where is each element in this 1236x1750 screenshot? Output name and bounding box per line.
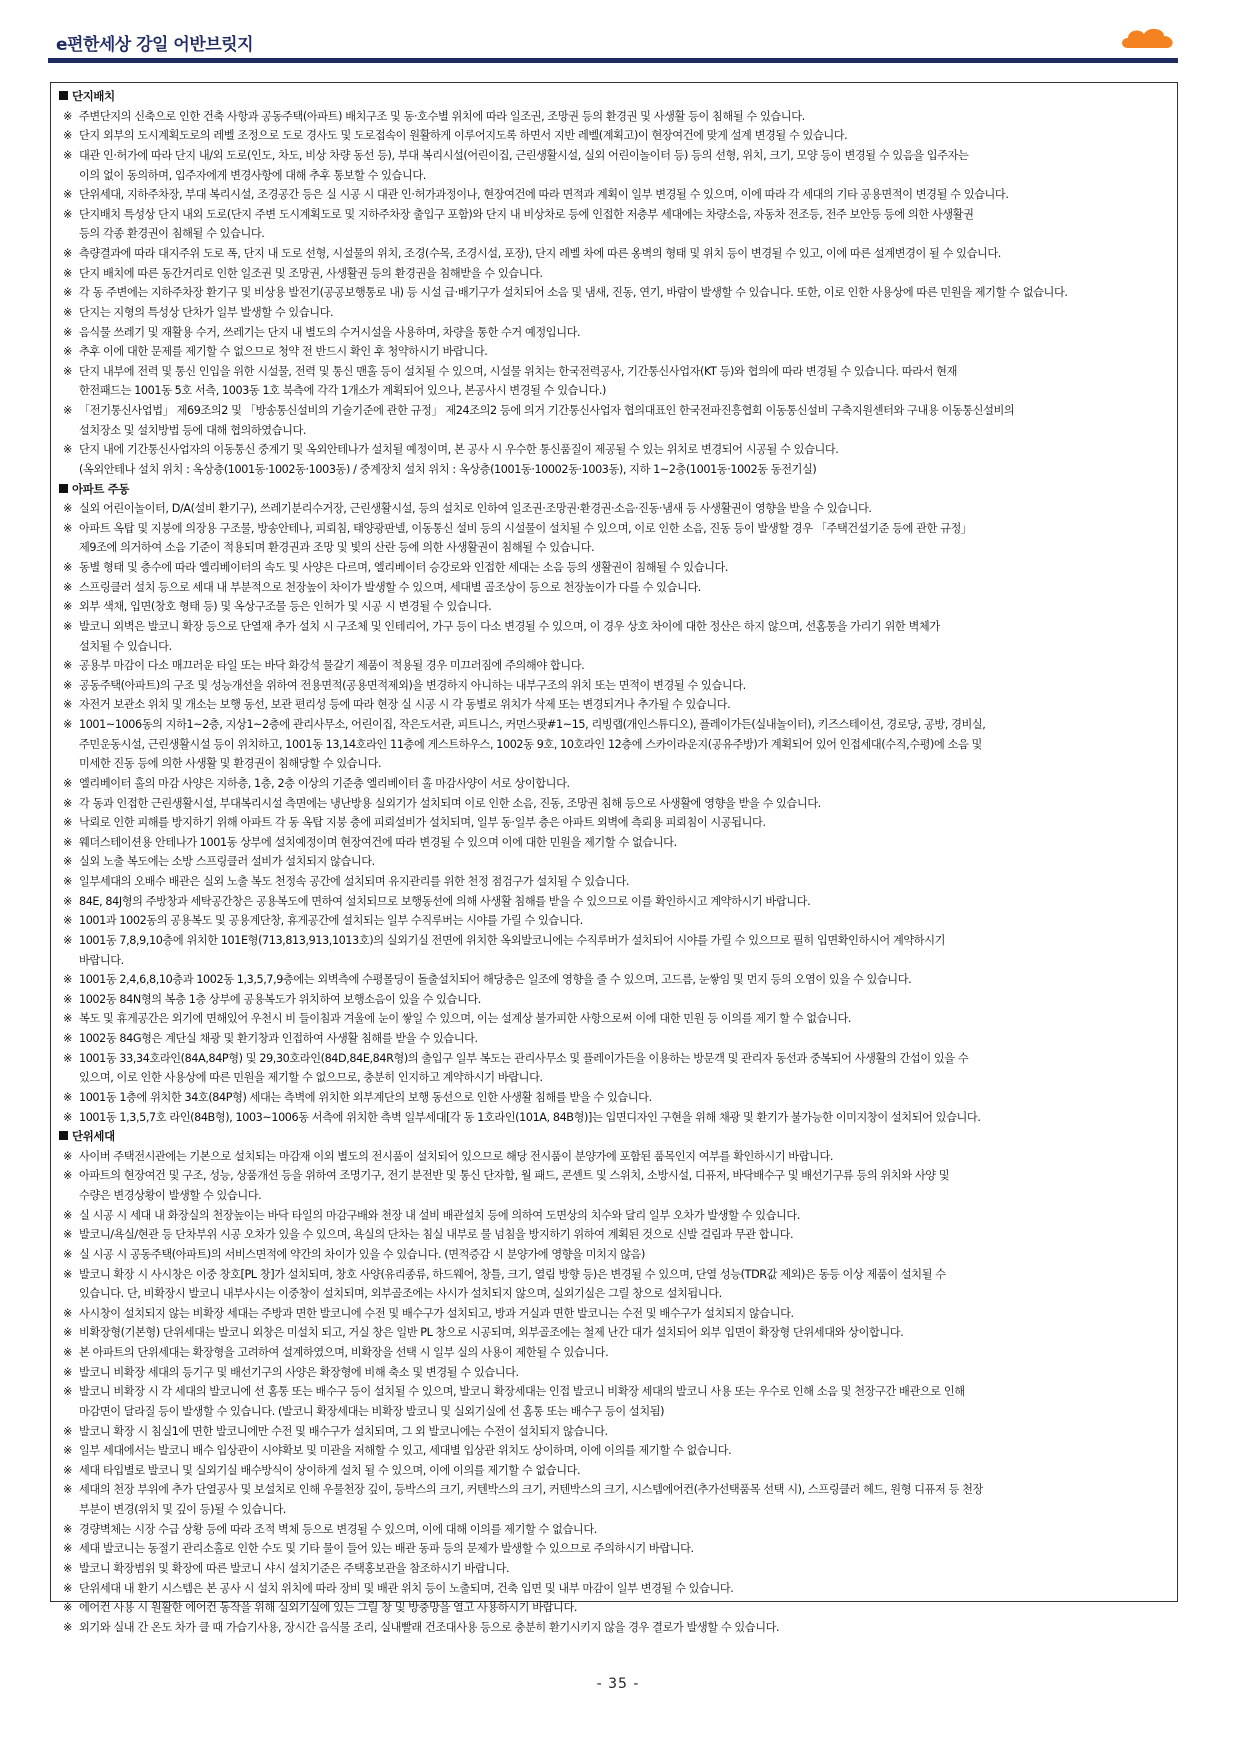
reference-mark: ※ (63, 776, 72, 790)
notice-line: 1001과 1002동의 공용복도 및 공용계단창, 휴게공간에 설치되는 일부 수직루버는 시야를 가릴 수 있습니다. (79, 914, 583, 928)
notice-item (59, 440, 1171, 479)
reference-mark: ※ (63, 1169, 72, 1183)
notice-line: 1001~1006동의 지하1~2층, 지상1~2층에 관리사무소, 어린이집, 작은도서관, 피트니스, 커먼스팟#1~15, 리빙랩(개인스튜디오), 플레이가든(실내놀이터), 키즈스테이션, 경로당, 공방, 경비실, (79, 718, 986, 731)
notice-item (59, 146, 1171, 185)
notice-line: 세대 타입별로 발코니 및 실외기실 배수방식이 상이하게 설치 될 수 있으며, 이에 이의를 제기할 수 없습니다. (79, 1463, 581, 1477)
notice-item (59, 892, 1171, 912)
notice-line: 설치장소 및 설치방법 등에 대해 협의하였습니다. (79, 423, 307, 437)
notice-line: 단지는 지형의 특성상 단차가 일부 발생할 수 있습니다. (79, 305, 334, 319)
reference-mark: ※ (63, 1561, 72, 1575)
reference-mark: ※ (63, 1542, 72, 1556)
notice-item (59, 715, 1171, 774)
notice-line: 설치될 수 있습니다. (79, 639, 172, 653)
notice-line: 실외 노출 복도에는 소방 스프링클러 설비가 설치되지 않습니다. (79, 855, 375, 869)
notice-line: 단지 내부에 전력 및 통신 인입을 위한 시설물, 전력 및 통신 맨홀 등이 설치될 수 있으며, 시설물 위치는 한국전력공사, 기간통신사업자(KT 등)와 협의에 따라 변경될 수 있습니다. 따라서 현재 (79, 364, 957, 378)
notice-line: 실외 어린이놀이터, D/A(설비 환기구), 쓰레기분리수거장, 근린생활시설, 등의 설치로 인하여 일조권·조망권·환경권·소음·진동·냄새 등 사생활권이 영향을 받을 수 있습니다. (79, 502, 872, 516)
section-title: 아파트 주동 (72, 481, 130, 496)
notice-line: 사시창이 설치되지 않는 비확장 세대는 주방과 면한 발코니에 수전 및 배수구가 설치되고, 방과 거실과 면한 발코니는 수전 및 배수구가 설치되지 않습니다. (79, 1306, 794, 1320)
notice-item (59, 519, 1171, 558)
notice-line: 발코니 비확장 시 각 세대의 발코니에 선 홈통 또는 배수구 등이 설치될 수 있으며, 발코니 확장세대는 인접 발코니 비확장 세대의 발코니 사용 또는 우수로 인해 소음 및 천장구간 배관으로 인해 (79, 1385, 965, 1399)
notice-item (59, 107, 1171, 127)
notice-item (59, 362, 1171, 401)
notice-item (59, 244, 1171, 264)
notice-item (59, 990, 1171, 1010)
reference-mark: ※ (63, 1522, 72, 1536)
reference-mark: ※ (63, 1149, 72, 1163)
notice-item (59, 1343, 1171, 1363)
reference-mark: ※ (63, 600, 72, 614)
notice-line: 「전기통신사업법」 제69조의2 및 「방송통신설비의 기술기준에 관한 규정」 제24조의2 등에 의거 기간통신사업자 협의대표인 한국전파진흥협회 이동통신설비 구축지원센터와 구내용 이동통신설비의 (79, 404, 1015, 417)
notice-line: 이의 없이 동의하며, 입주자에게 변경사항에 대해 추후 통보할 수 있습니다. (79, 168, 426, 182)
notice-item (59, 1461, 1171, 1481)
notice-item (59, 1088, 1171, 1108)
notice-line: 음식물 쓰레기 및 재활용 수거, 쓰레기는 단지 내 별도의 수거시설을 사용하며, 차량을 통한 수거 예정입니다. (79, 325, 581, 339)
reference-mark: ※ (63, 1110, 72, 1124)
page-number: - 35 - (596, 1676, 640, 1692)
header-rule (48, 58, 1178, 63)
square-bullet-icon (59, 1131, 68, 1140)
reference-mark: ※ (63, 1365, 72, 1379)
reference-mark: ※ (63, 1581, 72, 1595)
notice-box (50, 82, 1178, 1634)
notice-item (59, 1206, 1171, 1226)
notice-item (59, 1539, 1171, 1559)
notice-item (59, 1480, 1171, 1519)
notice-line: 단지 내에 기간통신사업자의 이동통신 중계기 및 옥외안테나가 설치될 예정이며, 본 공사 시 우수한 통신품질이 제공될 수 있는 위치로 변경되어 시공될 수 있습니다. (79, 443, 839, 457)
section-heading (59, 1127, 1171, 1147)
reference-mark: ※ (63, 992, 72, 1006)
reference-mark: ※ (63, 619, 72, 633)
notice-item (59, 205, 1171, 244)
reference-mark: ※ (63, 1090, 72, 1104)
notice-item (59, 578, 1171, 598)
notice-item (59, 283, 1171, 303)
reference-mark: ※ (63, 1601, 72, 1615)
notice-content (59, 87, 1171, 1637)
notice-line: 일부 세대에서는 발코니 배수 입상관이 시야확보 및 미관을 저해할 수 있고, 세대별 입상관 위치도 상이하며, 이에 이의를 제기할 수 없습니다. (79, 1444, 732, 1458)
reference-mark: ※ (63, 1424, 72, 1438)
reference-mark: ※ (63, 1267, 72, 1281)
notice-line: 측량결과에 따라 대지주위 도로 폭, 단지 내 도로 선형, 시설물의 위치, 조경(수목, 조경시설, 포장), 단지 레벨 차에 따른 옹벽의 형태 및 위치 등이 변경될 수 있고, 이에 따른 설계변경이 될 수 있습니다. (79, 247, 1001, 260)
notice-item (59, 597, 1171, 617)
notice-line: 1001동 1층에 위치한 34호(84P형) 세대는 측벽에 위치한 외부계단의 보행 동선으로 인한 사생활 침해를 받을 수 있습니다. (79, 1090, 652, 1104)
notice-line: 주변단지의 신축으로 인한 건축 사항과 공동주택(아파트) 배치구조 및 동·호수별 위치에 따라 일조권, 조망권 등의 환경권 및 사생활 등이 침해될 수 있습니다. (79, 109, 805, 123)
notice-line: 1002동 84G형은 계단실 채광 및 환기창과 인접하여 사생활 침해를 받을 수 있습니다. (79, 1032, 478, 1045)
notice-line: 공용부 마감이 다소 매끄러운 타일 또는 바닥 화강석 물갈기 제품이 적용될 경우 미끄러짐에 주의해야 합니다. (79, 659, 585, 673)
notice-item (59, 1598, 1171, 1618)
notice-line: 엘리베이터 홀의 마감 사양은 지하층, 1층, 2층 이상의 기준층 엘리베이터 홀 마감사양이 서로 상이합니다. (79, 776, 570, 790)
notice-item (59, 342, 1171, 362)
reference-mark: ※ (63, 207, 72, 221)
reference-mark: ※ (63, 1620, 72, 1634)
notice-line: 자전거 보관소 위치 및 개소는 보행 동선, 보관 편리성 등에 따라 현장 실 시공 시 각 동별로 위치가 삭제 또는 변경되거나 추가될 수 있습니다. (79, 698, 731, 712)
notice-item (59, 872, 1171, 892)
notice-item (59, 1108, 1171, 1128)
notice-line: 발코니/욕실/현관 등 단차부위 시공 오차가 있을 수 있으며, 욕실의 단차는 침실 내부로 물 넘침을 방지하기 위하여 계획된 것으로 신발 걸림과 무관 합니다. (79, 1228, 794, 1242)
reference-mark: ※ (63, 1208, 72, 1222)
notice-line: 1001동 1,3,5,7호 라인(84B형), 1003~1006동 서측에 위치한 측벽 일부세대[각 동 1호라인(101A, 84B형)]는 입면디자인 구현을 위해 채광 및 환기가 불가능한 이미지창이 설치되어 있습니다. (79, 1110, 981, 1124)
notice-item (59, 1520, 1171, 1540)
notice-line: 84E, 84J형의 주방창과 세탁공간창은 공용복도에 면하여 설치되므로 보행동선에 의해 사생활 침해를 받을 수 있으므로 이를 확인하시고 계약하시기 바랍니다. (79, 894, 811, 908)
reference-mark: ※ (63, 129, 72, 143)
notice-item (59, 774, 1171, 794)
reference-mark: ※ (63, 659, 72, 673)
notice-item (59, 1166, 1171, 1205)
reference-mark: ※ (63, 698, 72, 712)
reference-mark: ※ (63, 1346, 72, 1359)
notice-item (59, 401, 1171, 440)
notice-line: 아파트의 현장여건 및 구조, 성능, 상품개선 등을 위하여 조명기구, 전기 분전반 및 통신 단자함, 월 패드, 콘센트 및 스위치, 소방시설, 디퓨저, 바닥배수구 및 배선기구류 등의 위치와 사양 및 (79, 1169, 950, 1183)
reference-mark: ※ (63, 188, 72, 202)
notice-item (59, 1265, 1171, 1304)
notice-item (59, 1382, 1171, 1421)
reference-mark: ※ (63, 1032, 72, 1045)
section-title: 단위세대 (72, 1129, 115, 1144)
notice-item (59, 695, 1171, 715)
square-bullet-icon (59, 484, 68, 493)
reference-mark: ※ (63, 1444, 72, 1458)
notice-line: 세대 발코니는 동절기 관리소홀로 인한 수도 및 기타 물이 들어 있는 배관 동파 등의 문제가 발생할 수 있으므로 주의하시기 바랍니다. (79, 1542, 694, 1556)
notice-line: 단지 외부의 도시계획도로의 레벨 조정으로 도로 경사도 및 도로접속이 원활하게 이루어지도록 하면서 지반 레벨(계획고)이 현장여건에 맞게 설계 변경될 수 있습니다. (79, 129, 848, 143)
notice-item (59, 1323, 1171, 1343)
notice-item (59, 1147, 1171, 1167)
reference-mark: ※ (63, 1228, 72, 1242)
notice-line: 발코니 확장 시 침실1에 면한 발코니에만 수전 및 배수구가 설치되며, 그 외 발코니에는 수전이 설치되지 않습니다. (79, 1424, 608, 1438)
reference-mark: ※ (63, 875, 72, 888)
reference-mark: ※ (63, 521, 72, 535)
notice-line: 있으며, 이로 인한 사용상에 따른 민원을 제기할 수 없으므로, 충분히 인지하고 계약하시기 바랍니다. (79, 1071, 543, 1085)
reference-mark: ※ (63, 973, 72, 987)
notice-item (59, 1245, 1171, 1265)
reference-mark: ※ (63, 345, 72, 359)
brand-cloud-logo (1118, 22, 1178, 56)
notice-item (59, 1009, 1171, 1029)
reference-mark: ※ (63, 1306, 72, 1320)
reference-mark: ※ (63, 914, 72, 928)
notice-line: 대관 인·허가에 따라 단지 내/외 도로(인도, 차도, 비상 차량 동선 등), 부대 복리시설(어린이집, 근린생활시설, 실외 어린이놀이터 등) 등의 선형, 위치, 크기, 모양 등이 변경될 수 있음을 입주자는 (79, 148, 969, 162)
notice-item (59, 656, 1171, 676)
notice-item (59, 558, 1171, 578)
reference-mark: ※ (63, 561, 72, 574)
reference-mark: ※ (63, 835, 72, 849)
notice-line: 1001동 33,34호라인(84A,84P형) 및 29,30호라인(84D,84E,84R형)의 출입구 일부 복도는 관리사무소 및 플레이가든을 이용하는 방문객 및 관리자 동선과 중복되어 사생활의 간섭이 있을 수 (79, 1051, 969, 1065)
notice-line: 비확장형(기본형) 단위세대는 발코니 외창은 미설치 되고, 거실 창은 일반 PL 창으로 시공되며, 외부골조에는 철제 난간 대가 설치되어 외부 입면이 확장형 단위세대와 상이합니다. (79, 1326, 904, 1340)
reference-mark: ※ (63, 266, 72, 280)
section-title: 단지배치 (72, 89, 115, 103)
reference-mark: ※ (63, 1483, 72, 1497)
notice-item (59, 1049, 1171, 1088)
notice-item (59, 931, 1171, 970)
notice-line: 마감면이 달라질 등이 발생할 수 있습니다. (발코니 확장세대는 비확장 발코니 및 실외기실에 선 홈통 또는 배수구 등이 설치됨) (79, 1404, 665, 1418)
notice-line: 1002동 84N형의 복층 1층 상부에 공용복도가 위치하여 보행소음이 있을 수 있습니다. (79, 992, 481, 1006)
notice-line: 추후 이에 대한 문제를 제기할 수 없으므로 청약 전 반드시 확인 후 청약하시기 바랍니다. (79, 345, 488, 359)
reference-mark: ※ (63, 305, 72, 319)
notice-item (59, 126, 1171, 146)
notice-line: 등의 각종 환경권이 침해될 수 있습니다. (79, 227, 265, 241)
notice-line: 동별 형태 및 층수에 따라 엘리베이터의 속도 및 사양은 다르며, 엘리베이터 승강로와 인접한 세대는 소음 등의 생활권이 침해될 수 있습니다. (79, 561, 729, 574)
reference-mark: ※ (63, 1463, 72, 1477)
notice-line: 스프링클러 설치 등으로 세대 내 부분적으로 천장높이 차이가 발생할 수 있으며, 세대별 골조상이 등으로 천장높이가 다를 수 있습니다. (79, 580, 701, 594)
notice-item (59, 303, 1171, 323)
notice-line: 있습니다. 단, 비확장시 발코니 내부사시는 이중창이 설치되며, 외부골조에는 사시가 설치되지 않으며, 실외기실은 그릴 창으로 설치됩니다. (79, 1287, 722, 1301)
notice-line: 세대의 천장 부위에 추가 단열공사 및 보설치로 인해 우물천장 깊이, 등박스의 크기, 커텐박스의 크기, 커텐박스의 크기, 시스템에어컨(추가선택품목 선택 시), 스프링클러 헤드, 원형 디퓨저 등 천장 (79, 1483, 983, 1497)
notice-item (59, 1422, 1171, 1442)
notice-line: 한전패드는 1001동 5호 서측, 1003동 1호 북측에 각각 1개소가 계획되어 있으나, 본공사시 변경될 수 있습니다.) (79, 384, 606, 398)
notice-line: 낙뢰로 인한 피해를 방지하기 위해 아파트 각 동 옥탑 지붕 층에 피뢰설비가 설치되며, 일부 동·일부 층은 아파트 외벽에 측뢰용 피뢰침이 시공됩니다. (79, 816, 766, 830)
notice-line: 외기와 실내 간 온도 차가 클 때 가습기사용, 장시간 음식물 조리, 실내빨래 건조대사용 등으로 충분히 환기시키지 않을 경우 결로가 발생할 수 있습니다. (79, 1620, 780, 1634)
notice-line: 발코니 비확장 세대의 등기구 및 배선기구의 사양은 확장형에 비해 축소 및 변경될 수 있습니다. (79, 1365, 519, 1379)
reference-mark: ※ (63, 1051, 72, 1065)
notice-line: 공동주택(아파트)의 구조 및 성능개선을 위하여 전용면적(공용면적제외)을 변경하지 아니하는 내부구조의 위치 또는 면적이 변경될 수 있습니다. (79, 678, 746, 692)
notice-item (59, 1363, 1171, 1383)
notice-line: 아파트 옥탑 및 지붕에 의장용 구조물, 방송안테나, 피뢰침, 태양광판넬, 이동통신 설비 등의 시설물이 설치될 수 있으며, 이로 인한 소음, 진동 등이 발생할 경우 「주택건설기준 등에 관한 규정」 (79, 521, 972, 535)
reference-mark: ※ (63, 1326, 72, 1340)
reference-mark: ※ (63, 580, 72, 594)
notice-line: 단위세대, 지하주차장, 부대 복리시설, 조경공간 등은 실 시공 시 대관 인·허가과정이나, 현장여건에 따라 면적과 계획이 일부 변경될 수 있으며, 이에 따라 각 세대의 기타 공용면적이 변경될 수 있습니다. (79, 188, 1009, 202)
notice-line: 발코니 확장 시 사시창은 이중 창호[PL 창]가 설치되며, 창호 사양(유리종류, 하드웨어, 창틀, 크기, 열림 방향 등)은 변경될 수 있으며, 단열 성능(TDR값 제외)은 동등 이상 제품이 설치될 수 (79, 1267, 946, 1281)
notice-item (59, 1225, 1171, 1245)
notice-line: 부분이 변경(위치 및 깊이 등)될 수 있습니다. (79, 1503, 286, 1516)
notice-item (59, 1441, 1171, 1461)
notice-item (59, 852, 1171, 872)
section-heading (59, 87, 1171, 107)
reference-mark: ※ (63, 718, 72, 731)
notice-item (59, 676, 1171, 696)
notice-item (59, 813, 1171, 833)
notice-line: 주민운동시설, 근린생활시설 등이 위치하고, 1001동 13,14호라인 11층에 게스트하우스, 1002동 9호, 10호라인 12층에 스카이라운지(공유주방)가 계획되어 있어 인접세대(수직,수평)에 소음 및 (79, 737, 982, 751)
reference-mark: ※ (63, 148, 72, 162)
section-heading (59, 480, 1171, 500)
reference-mark: ※ (63, 502, 72, 516)
notice-item (59, 185, 1171, 205)
notice-line: 각 동과 인접한 근린생활시설, 부대복리시설 측면에는 냉난방용 실외기가 설치되며 이로 인한 소음, 진동, 조망권 침해 등으로 사생활에 영향을 받을 수 있습니다. (79, 796, 821, 810)
notice-line: 일부세대의 오배수 배관은 실외 노출 복도 천정속 공간에 설치되며 유지관리를 위한 천정 점검구가 설치될 수 있습니다. (79, 875, 630, 888)
notice-line: 1001동 2,4,6,8,10층과 1002동 1,3,5,7,9층에는 외벽측에 수평몰딩이 돌출설치되어 해당층은 일조에 영향을 줄 수 있으며, 고드름, 눈쌓임 및 먼지 등의 오염이 있을 수 있습니다. (79, 973, 912, 987)
reference-mark: ※ (63, 816, 72, 830)
reference-mark: ※ (63, 109, 72, 123)
notice-line: 단지 배치에 따른 동간거리로 인한 일조권 및 조망권, 사생활권 등의 환경권을 침해받을 수 있습니다. (79, 266, 543, 280)
reference-mark: ※ (63, 1385, 72, 1399)
notice-line: 수량은 변경상황이 발생할 수 있습니다. (79, 1189, 262, 1202)
notice-item (59, 1618, 1171, 1638)
notice-line: 단위세대 내 환기 시스템은 본 공사 시 설치 위치에 따라 장비 및 배관 위치 등이 노출되며, 건축 입면 및 내부 마감이 일부 변경될 수 있습니다. (79, 1581, 734, 1595)
reference-mark: ※ (63, 894, 72, 908)
notice-item (59, 1579, 1171, 1599)
notice-line: 단지배치 특성상 단지 내외 도로(단지 주변 도시계획도로 및 지하주차장 출입구 포함)와 단지 내 비상차로 등에 인접한 저층부 세대에는 차량소음, 자동차 전조등, 전주 보안등 등에 의한 사생활권 (79, 207, 974, 221)
reference-mark: ※ (63, 678, 72, 692)
reference-mark: ※ (63, 325, 72, 339)
reference-mark: ※ (63, 404, 72, 417)
notice-item (59, 833, 1171, 853)
notice-item (59, 499, 1171, 519)
page-header (48, 22, 1178, 58)
notice-item (59, 1304, 1171, 1324)
notice-item (59, 970, 1171, 990)
reference-mark: ※ (63, 796, 72, 810)
notice-line: 실 시공 시 세대 내 화장실의 천장높이는 바닥 타일의 마감구배와 천장 내 설비 배관설치 등에 의하여 도면상의 치수와 달리 일부 오차가 발생할 수 있습니다. (79, 1208, 800, 1222)
notice-item (59, 617, 1171, 656)
notice-line: 복도 및 휴게공간은 외기에 면해있어 우천시 비 들이침과 겨울에 눈이 쌓일 수 있으며, 이는 설계상 불가피한 사항으로써 이에 대한 민원 등 이의를 제기 할 수 없습니다. (79, 1012, 852, 1026)
notice-item (59, 264, 1171, 284)
reference-mark: ※ (63, 364, 72, 378)
notice-line: 각 동 주변에는 지하주차장 환기구 및 비상용 발전기(공공보행통로 내) 등 시설 급·배기구가 설치되어 소음 및 냄새, 진동, 연기, 바람이 발생할 수 있습니다. 또한, 이로 인한 사용상에 따른 민원을 제기할 수 없습니다. (79, 286, 1068, 300)
notice-line: 미세한 진동 등에 의한 사생활 및 환경권이 침해당할 수 있습니다. (79, 757, 382, 771)
notice-line: (옥외안테나 설치 위치 : 옥상층(1001동·1002동·1003동) / 중계장치 설치 위치 : 옥상층(1001동·10002동·1003동), 지하 1~2층(1001동·1002동 동전기실) (79, 462, 817, 476)
square-bullet-icon (59, 91, 68, 100)
notice-line: 외부 색채, 입면(창호 형태 등) 및 옥상구조물 등은 인허가 및 시공 시 변경될 수 있습니다. (79, 600, 492, 614)
notice-line: 에어컨 사용 시 원활한 에어컨 동작을 위해 실외기실에 있는 그릴 창 및 방충망을 열고 사용하시기 바랍니다. (79, 1601, 578, 1615)
notice-item (59, 794, 1171, 814)
reference-mark: ※ (63, 443, 72, 457)
reference-mark: ※ (63, 247, 72, 260)
notice-item (59, 323, 1171, 343)
notice-line: 사이버 주택전시관에는 기본으로 설치되는 마감재 이외 별도의 전시품이 설치되어 있으므로 해당 전시품이 분양가에 포함된 품목인지 여부를 확인하시기 바랍니다. (79, 1149, 834, 1163)
notice-item (59, 911, 1171, 931)
notice-line: 경량벽체는 시장 수급 상황 등에 따라 조적 벽체 등으로 변경될 수 있으며, 이에 대해 이의를 제기할 수 없습니다. (79, 1522, 597, 1536)
notice-line: 발코니 확장범위 및 확장에 따른 발코니 샤시 설치기준은 주택홍보관을 참조하시기 바랍니다. (79, 1561, 510, 1575)
notice-line: 바랍니다. (79, 953, 124, 967)
document-title: e편한세상 강일 어반브릿지 (56, 35, 254, 55)
notice-line: 발코니 외벽은 발코니 확장 등으로 단열재 추가 설치 시 구조체 및 인테리어, 가구 등이 다소 변경될 수 있으며, 이 경우 상호 차이에 대한 정산은 하지 않으며, 선홈통을 가리기 위한 벽체가 (79, 619, 940, 633)
reference-mark: ※ (63, 933, 72, 947)
reference-mark: ※ (63, 855, 72, 869)
reference-mark: ※ (63, 1247, 72, 1261)
notice-line: 실 시공 시 공동주택(아파트)의 서비스면적에 약간의 차이가 있을 수 있습니다. (면적증감 시 분양가에 영향을 미치지 않음) (79, 1247, 645, 1261)
notice-line: 웨더스테이션용 안테나가 1001동 상부에 설치예정이며 현장여건에 따라 변경될 수 있으며 이에 대한 민원을 제기할 수 없습니다. (79, 835, 677, 849)
notice-item (59, 1559, 1171, 1579)
notice-line: 본 아파트의 단위세대는 확장형을 고려하여 설계하였으며, 비확장을 선택 시 일부 실의 사용이 제한될 수 있습니다. (79, 1346, 609, 1359)
notice-line: 1001동 7,8,9,10층에 위치한 101E형(713,813,913,1013호)의 실외기실 전면에 위치한 옥외발코니에는 수직루버가 설치되어 시야를 가릴 수 있으므로 필히 입면확인하시어 계약하시기 (79, 933, 946, 947)
reference-mark: ※ (63, 1012, 72, 1026)
reference-mark: ※ (63, 286, 72, 300)
notice-line: 제9조에 의거하여 소음 기준이 적용되며 환경권과 조망 및 빛의 산란 등에 의한 사생활권이 침해될 수 있습니다. (79, 541, 595, 555)
notice-item (59, 1029, 1171, 1049)
